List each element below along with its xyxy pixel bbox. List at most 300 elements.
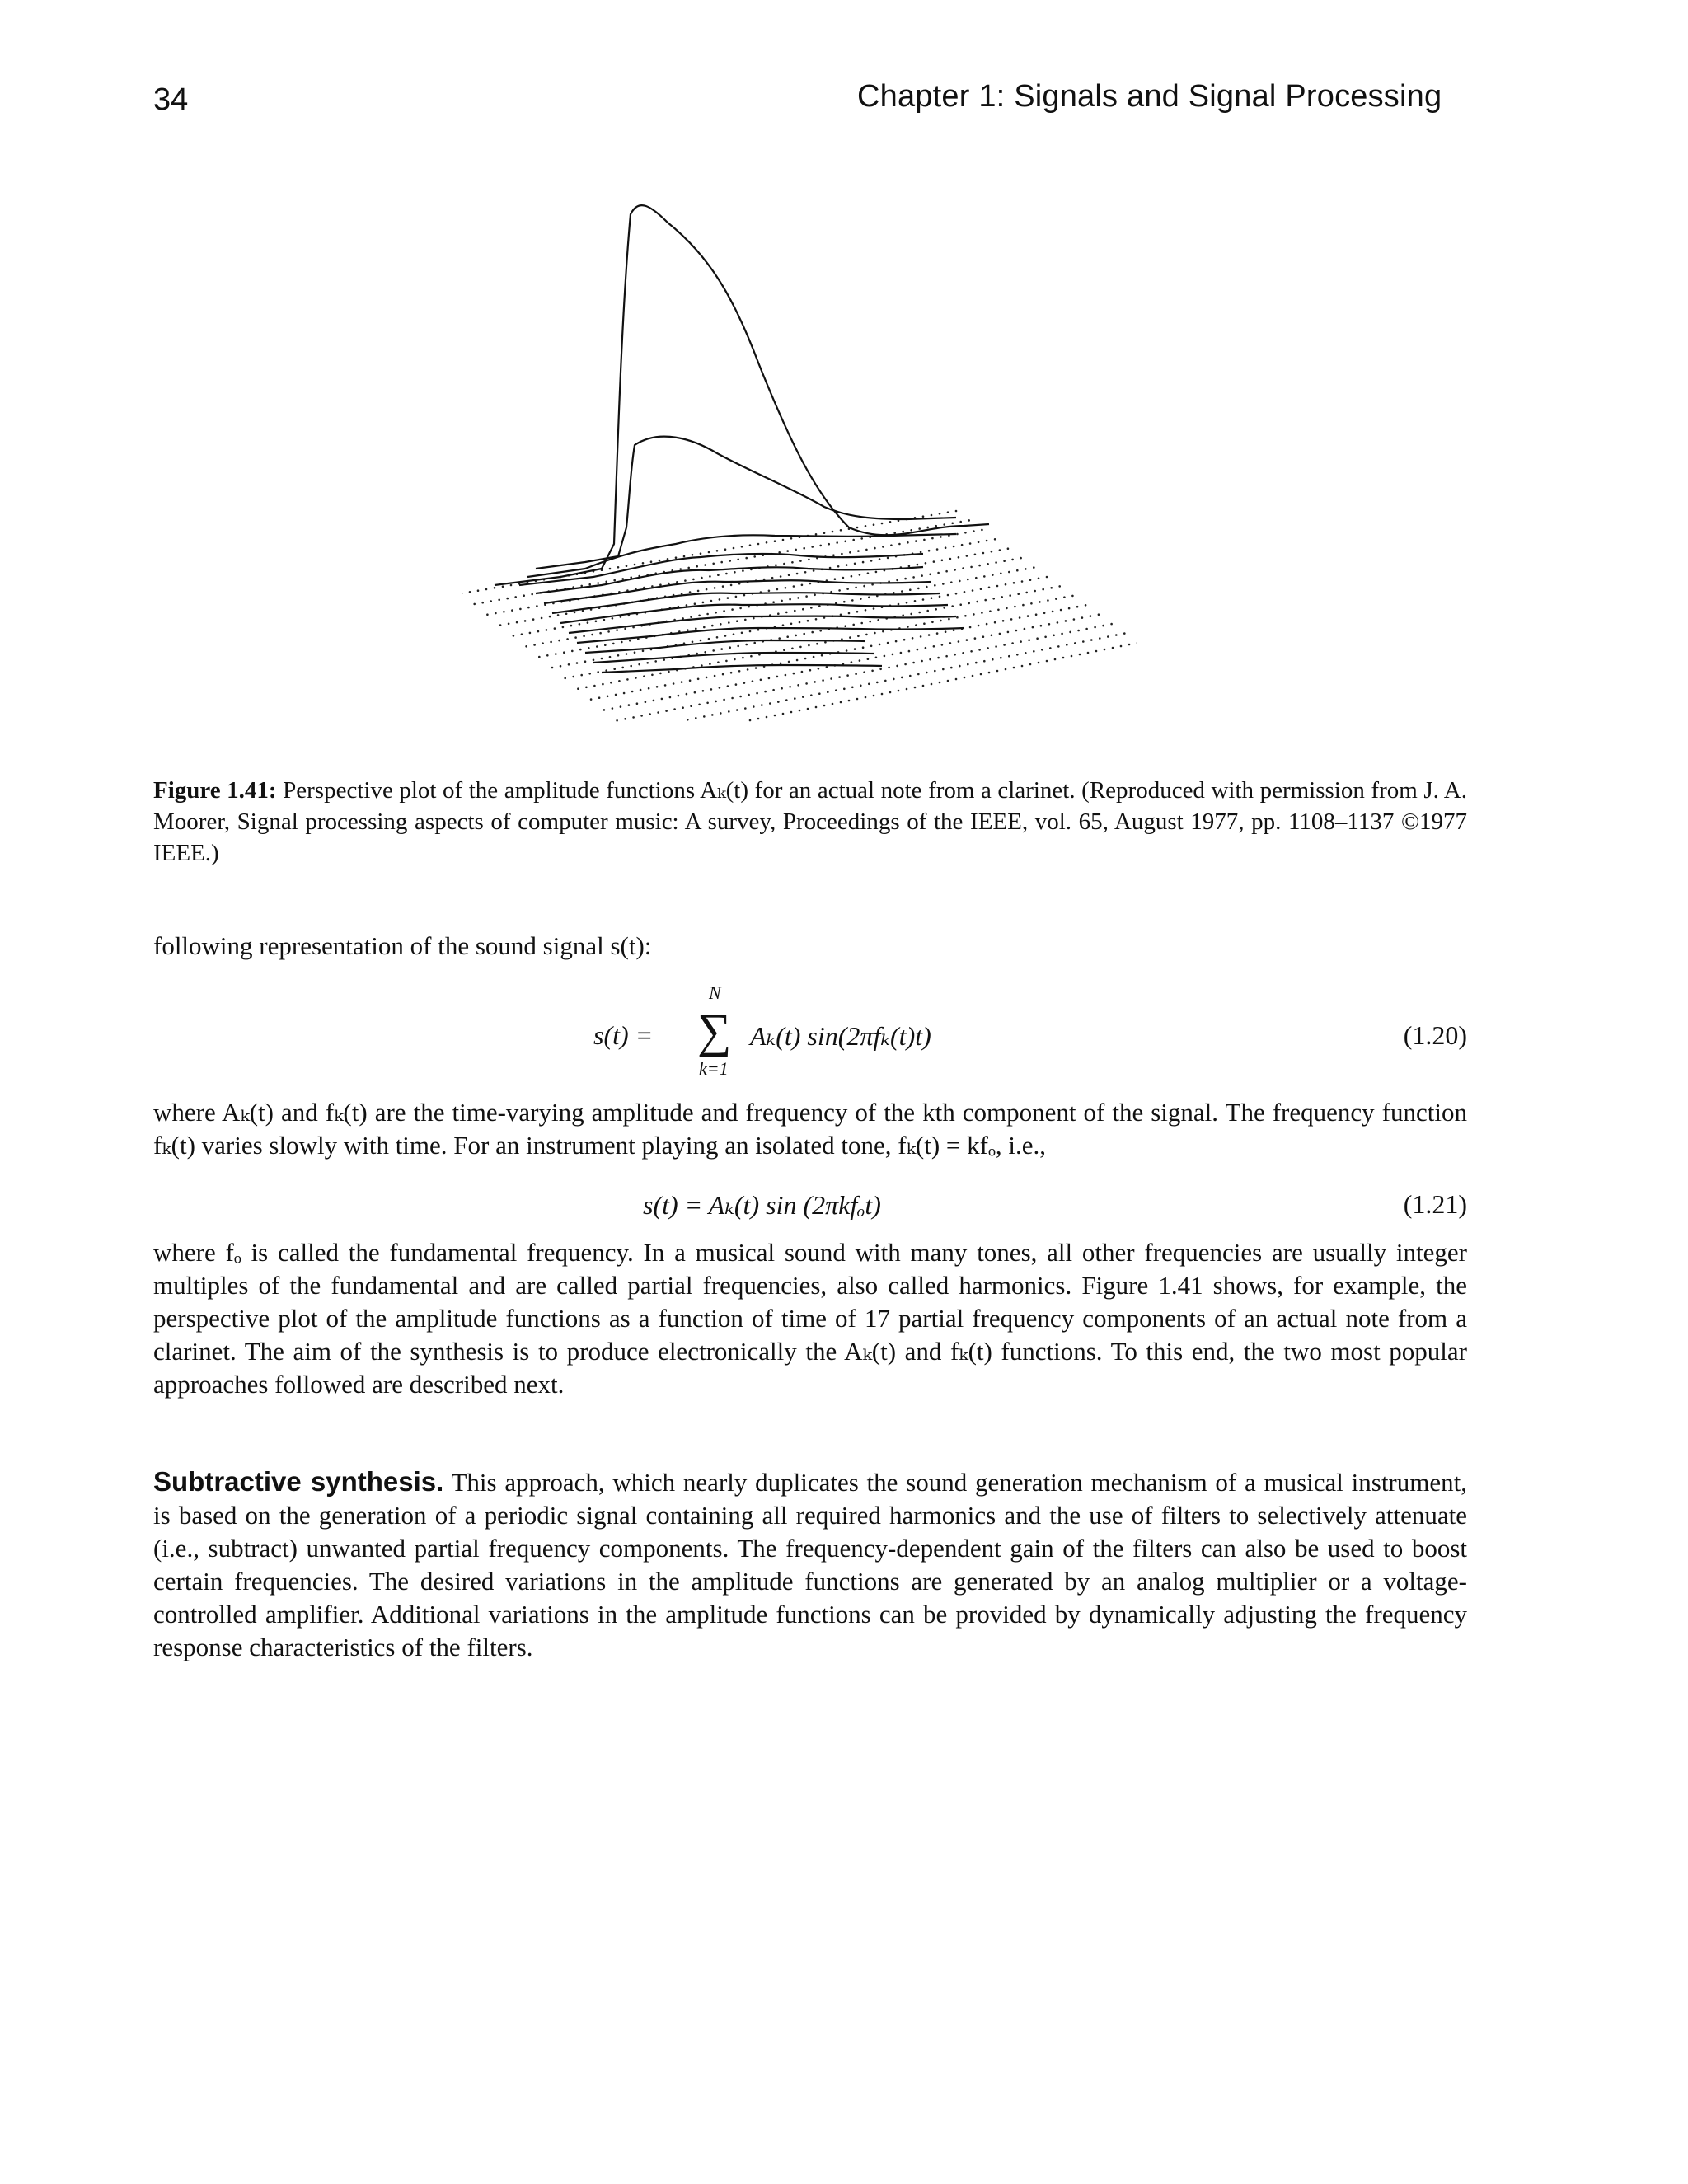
subtractive-synthesis-heading: Subtractive synthesis. xyxy=(153,1466,444,1497)
grid-dot xyxy=(881,523,884,525)
grid-dot xyxy=(676,581,678,583)
grid-dot xyxy=(994,621,996,624)
grid-dot xyxy=(931,621,934,624)
grid-dot xyxy=(598,696,601,699)
grid-dot xyxy=(673,708,676,710)
grid-dot xyxy=(859,574,861,576)
grid-dot xyxy=(715,612,717,614)
grid-dot xyxy=(863,585,865,588)
grid-dot xyxy=(997,609,1000,612)
grid-dot xyxy=(613,668,616,670)
grid-dot xyxy=(700,552,702,555)
grid-dot xyxy=(941,644,944,646)
grid-dot xyxy=(719,687,721,689)
grid-dot xyxy=(506,598,509,600)
grid-dot xyxy=(802,696,804,698)
grid-dot xyxy=(722,673,724,676)
grid-dot xyxy=(549,616,551,618)
grid-dot xyxy=(778,637,781,640)
grid-dot xyxy=(846,564,848,566)
grid-dot xyxy=(717,661,720,663)
grid-dot xyxy=(741,546,743,548)
grid-dot xyxy=(996,585,999,588)
grid-dot xyxy=(554,627,556,630)
grid-dot xyxy=(936,632,939,635)
grid-dot xyxy=(737,559,739,561)
grid-dot xyxy=(709,575,711,578)
grid-dot xyxy=(719,598,721,601)
grid-dot xyxy=(841,553,843,555)
grid-dot xyxy=(601,658,603,660)
grid-dot xyxy=(621,578,624,580)
grid-dot xyxy=(702,602,705,604)
grid-dot xyxy=(654,660,657,663)
grid-dot xyxy=(1055,598,1057,600)
grid-dot xyxy=(736,709,738,711)
grid-dot xyxy=(593,685,596,687)
grid-dot xyxy=(1013,582,1015,584)
grid-dot xyxy=(973,530,975,532)
grid-dot xyxy=(964,532,967,534)
grid-dot xyxy=(942,668,945,671)
grid-dot xyxy=(865,549,868,551)
grid-dot xyxy=(794,610,796,612)
grid-dot xyxy=(651,674,654,677)
grid-dot xyxy=(959,665,961,668)
grid-dot xyxy=(898,603,900,606)
grid-dot xyxy=(996,670,999,673)
grid-dot xyxy=(551,667,554,669)
grid-dot xyxy=(865,634,868,636)
grid-dot xyxy=(1038,662,1040,664)
grid-dot xyxy=(1003,560,1006,562)
grid-dot xyxy=(945,655,948,658)
grid-dot xyxy=(782,624,785,626)
grid-dot xyxy=(669,696,672,699)
grid-dot xyxy=(987,563,989,565)
grid-dot xyxy=(711,625,714,627)
grid-dot xyxy=(934,584,936,587)
grid-dot xyxy=(1035,613,1038,616)
grid-dot xyxy=(950,642,952,644)
grid-dot xyxy=(723,610,725,612)
paragraph-fundamental-frequency: where fₒ is called the fundamental frequency. In a musical sound with many tones, all other frequencies are usually integer multiples of the fundamental and are called partial frequencies, also called harmonics. Figure 1.41 shows, for example, the perspective plot of the amplitude functions as a function of time of 17 partial frequency components of an actual note from a clarinet. The aim of the synthesis is to produce electronically the Aₖ(t) and fₖ(t) functions. To this end, the two most popular approaches followed are described next. xyxy=(153,1238,1467,1399)
grid-dot xyxy=(1024,628,1026,630)
grid-dot xyxy=(596,645,598,648)
grid-dot xyxy=(1046,576,1048,579)
grid-dot xyxy=(870,560,873,562)
grid-dot xyxy=(686,693,688,696)
grid-dot xyxy=(1011,642,1014,644)
grid-dot xyxy=(1073,618,1076,621)
grid-dot xyxy=(931,537,934,540)
grid-dot xyxy=(882,546,884,548)
grid-dot xyxy=(667,558,669,560)
grid-dot xyxy=(1057,621,1059,624)
grid-dot xyxy=(769,702,771,705)
grid-dot xyxy=(958,556,960,559)
harmonic-envelope-9 xyxy=(569,616,956,633)
grid-dot xyxy=(799,560,802,562)
grid-dot xyxy=(1019,616,1021,619)
grid-dot xyxy=(630,665,632,668)
grid-dot xyxy=(955,593,958,595)
grid-dot xyxy=(624,718,626,720)
grid-dot xyxy=(815,618,818,621)
grid-dot xyxy=(753,617,755,620)
grid-dot xyxy=(761,704,763,706)
grid-dot xyxy=(785,587,787,589)
grid-dot xyxy=(683,555,686,558)
grid-dot xyxy=(999,549,1001,551)
grid-dot xyxy=(862,646,865,649)
grid-dot xyxy=(694,691,696,694)
grid-dot xyxy=(790,537,793,540)
grid-dot xyxy=(704,564,706,566)
grid-dot xyxy=(956,533,959,536)
grid-dot xyxy=(873,607,875,610)
grid-dot xyxy=(631,691,634,693)
grid-dot xyxy=(830,677,832,680)
grid-dot xyxy=(992,574,994,576)
grid-dot xyxy=(893,532,896,534)
grid-dot xyxy=(807,620,809,622)
equation-1-21 xyxy=(577,1189,1467,1226)
grid-dot xyxy=(860,537,863,540)
grid-dot xyxy=(992,598,995,600)
grid-dot xyxy=(803,633,805,635)
grid-dot xyxy=(659,560,661,562)
equation-1-21-body: s(t) = Aₖ(t) sin (2πkfₒt) xyxy=(643,1190,881,1220)
grid-dot xyxy=(698,615,701,617)
grid-dot xyxy=(565,612,568,615)
grid-dot xyxy=(532,618,535,621)
grid-dot xyxy=(748,606,750,608)
grid-dot xyxy=(909,675,912,677)
grid-dot xyxy=(868,683,870,686)
grid-dot xyxy=(745,557,748,560)
grid-dot xyxy=(1043,612,1046,615)
grid-dot xyxy=(708,638,710,640)
grid-dot xyxy=(984,599,987,602)
grid-dot xyxy=(546,654,549,657)
grid-dot xyxy=(922,598,925,601)
grid-dot xyxy=(1102,625,1104,627)
grid-dot xyxy=(695,628,697,630)
grid-dot xyxy=(757,629,760,631)
grid-dot xyxy=(859,659,861,662)
grid-dot xyxy=(873,523,875,526)
grid-dot xyxy=(1104,649,1106,651)
grid-dot xyxy=(498,599,500,602)
grid-dot xyxy=(642,650,645,653)
grid-dot xyxy=(663,658,665,661)
grid-dot xyxy=(968,519,970,522)
grid-dot xyxy=(653,700,655,702)
grid-dot xyxy=(974,554,977,556)
grid-dot xyxy=(725,573,728,575)
grid-dot xyxy=(893,678,895,681)
grid-dot xyxy=(727,685,729,687)
grid-dot xyxy=(926,672,928,674)
grid-dot xyxy=(473,603,476,606)
grid-dot xyxy=(636,702,639,705)
grid-dot xyxy=(844,541,846,543)
grid-dot xyxy=(896,665,898,668)
grid-dot xyxy=(972,589,974,592)
grid-dot xyxy=(843,688,846,691)
grid-dot xyxy=(568,663,570,666)
grid-dot xyxy=(860,685,862,687)
grid-dot xyxy=(789,686,791,688)
grid-dot xyxy=(749,544,752,546)
grid-dot xyxy=(702,690,705,692)
grid-dot xyxy=(1015,630,1018,632)
grid-dot xyxy=(1017,593,1020,595)
grid-dot xyxy=(621,641,623,644)
grid-dot xyxy=(935,608,937,611)
grid-dot xyxy=(668,671,670,673)
grid-dot xyxy=(943,523,945,526)
grid-dot xyxy=(645,701,647,704)
grid-dot xyxy=(969,626,972,629)
grid-dot xyxy=(995,645,997,648)
grid-dot xyxy=(626,653,628,655)
grid-dot xyxy=(781,687,783,690)
grid-dot xyxy=(1025,568,1027,570)
grid-dot xyxy=(687,567,690,569)
grid-dot xyxy=(863,671,865,673)
grid-dot xyxy=(968,602,970,605)
grid-dot xyxy=(837,565,840,568)
grid-dot xyxy=(495,612,497,615)
grid-dot xyxy=(744,707,747,710)
grid-dot xyxy=(823,705,826,707)
grid-dot xyxy=(879,668,882,671)
grid-dot xyxy=(1074,642,1076,644)
grid-dot xyxy=(962,567,964,569)
grid-dot xyxy=(815,706,818,709)
grid-dot xyxy=(939,682,941,684)
grid-dot xyxy=(503,611,505,613)
grid-dot xyxy=(542,642,544,644)
subtractive-synthesis-text: This approach, which nearly duplicates the sound generation mechanism of a musical instrument, is based on the generation of a periodic signal containing all required harmonics and the use of filters to selectively attenuate (i.e., subtract) unwanted partial frequency components. The frequency-dependent gain of the filters can also be used to boost certain frequencies. The desired variations in the amplitude functions are generated by an analog multiplier or a voltage-controlled amplifier. Additional variations in the amplitude functions can be provided by dynamically adjusting the frequency response characteristics of the filters. xyxy=(153,1468,1467,1661)
sum-lower-limit: k=1 xyxy=(699,1058,729,1079)
grid-dot xyxy=(884,680,887,682)
grid-dot xyxy=(983,660,986,663)
lead-sentence: following representation of the sound signal s(t): xyxy=(153,931,652,960)
grid-dot xyxy=(1077,630,1080,632)
grid-dot xyxy=(1020,557,1022,560)
grid-dot xyxy=(730,584,733,587)
grid-dot xyxy=(1050,587,1053,589)
grid-dot xyxy=(813,656,815,658)
grid-dot xyxy=(514,596,517,598)
grid-dot xyxy=(920,551,922,554)
grid-dot xyxy=(981,612,983,614)
grid-dot xyxy=(612,643,615,645)
grid-dot xyxy=(579,623,581,626)
grid-dot xyxy=(1066,644,1068,646)
grid-dot xyxy=(735,596,738,598)
grid-dot xyxy=(936,548,939,551)
grid-dot xyxy=(602,683,604,686)
grid-dot xyxy=(995,561,997,564)
grid-dot xyxy=(555,653,557,655)
grid-dot xyxy=(724,635,727,637)
grid-dot xyxy=(753,642,756,644)
grid-dot xyxy=(867,572,870,574)
grid-dot xyxy=(684,579,687,582)
grid-dot xyxy=(519,608,522,611)
grid-dot xyxy=(749,630,752,633)
grid-dot xyxy=(961,544,964,546)
grid-dot xyxy=(854,563,856,565)
grid-dot xyxy=(970,566,973,569)
grid-dot xyxy=(874,632,876,635)
grid-dot xyxy=(743,682,746,684)
grid-dot xyxy=(587,621,589,624)
grid-dot xyxy=(537,630,540,633)
grid-dot xyxy=(895,640,898,643)
grid-dot xyxy=(710,688,713,691)
grid-dot xyxy=(710,600,713,602)
grid-dot xyxy=(900,652,903,654)
grid-dot xyxy=(846,588,849,590)
grid-dot xyxy=(558,640,560,642)
grid-dot xyxy=(562,626,565,629)
grid-dot xyxy=(794,697,796,700)
grid-dot xyxy=(814,594,816,597)
grid-dot xyxy=(557,614,560,616)
grid-dot xyxy=(646,662,649,664)
grid-dot xyxy=(694,602,696,605)
grid-dot xyxy=(827,691,829,693)
grid-dot xyxy=(807,708,809,710)
grid-dot xyxy=(742,569,744,572)
grid-dot xyxy=(860,622,863,625)
harmonic-envelope-8 xyxy=(560,604,948,623)
grid-dot xyxy=(1009,594,1011,597)
grid-dot xyxy=(756,692,758,695)
grid-dot xyxy=(757,718,760,720)
grid-dot xyxy=(643,675,645,677)
grid-dot xyxy=(796,573,799,575)
grid-dot xyxy=(725,660,728,663)
grid-dot xyxy=(887,642,889,644)
grid-dot xyxy=(967,663,969,666)
grid-dot xyxy=(706,588,708,591)
grid-dot xyxy=(818,692,821,695)
grid-dot xyxy=(991,551,993,553)
grid-dot xyxy=(851,599,854,602)
grid-dot xyxy=(1057,645,1060,648)
grid-dot xyxy=(964,677,966,679)
grid-dot xyxy=(906,688,908,691)
grid-dot xyxy=(941,560,944,562)
grid-dot xyxy=(1008,655,1010,658)
grid-dot xyxy=(1058,585,1061,588)
grid-dot xyxy=(852,539,855,541)
grid-dot xyxy=(1029,663,1032,666)
grid-dot xyxy=(513,635,515,637)
grid-dot xyxy=(656,686,659,688)
grid-dot xyxy=(975,577,978,579)
grid-dot xyxy=(988,672,991,674)
grid-dot xyxy=(888,667,890,669)
grid-dot xyxy=(737,645,739,648)
grid-dot xyxy=(912,576,915,579)
grid-dot xyxy=(1082,640,1085,643)
grid-dot xyxy=(955,678,958,681)
grid-dot xyxy=(626,678,629,681)
grid-dot xyxy=(701,577,703,579)
grid-dot xyxy=(875,657,878,659)
grid-dot xyxy=(908,650,911,653)
grid-dot xyxy=(1120,645,1123,648)
grid-dot xyxy=(799,646,802,649)
grid-dot xyxy=(1128,644,1131,646)
grid-dot xyxy=(810,694,813,696)
grid-dot xyxy=(777,701,780,703)
grid-dot xyxy=(612,707,614,710)
grid-dot xyxy=(603,709,606,711)
grid-dot xyxy=(819,630,822,632)
grid-dot xyxy=(783,563,785,565)
grid-dot xyxy=(516,621,518,624)
grid-dot xyxy=(851,687,854,689)
grid-dot xyxy=(917,673,920,676)
grid-dot xyxy=(869,621,871,623)
grid-dot xyxy=(921,660,923,663)
grid-dot xyxy=(524,620,527,622)
grid-dot xyxy=(851,575,853,578)
grid-dot xyxy=(1020,640,1022,643)
grid-dot xyxy=(1021,580,1024,583)
grid-dot xyxy=(494,587,496,589)
grid-dot xyxy=(774,715,776,717)
grid-dot xyxy=(485,588,488,591)
grid-dot xyxy=(1014,606,1016,608)
grid-dot xyxy=(510,584,513,587)
grid-dot xyxy=(1034,590,1036,593)
grid-dot xyxy=(716,636,719,639)
grid-dot xyxy=(856,698,859,701)
grid-dot xyxy=(955,510,958,513)
grid-dot xyxy=(953,630,955,632)
grid-dot xyxy=(1094,626,1096,629)
grid-dot xyxy=(481,602,484,604)
grid-dot xyxy=(1081,616,1084,619)
grid-dot xyxy=(931,514,933,517)
grid-dot xyxy=(815,533,818,536)
grid-dot xyxy=(821,654,823,657)
grid-dot xyxy=(857,550,860,552)
grid-dot xyxy=(980,673,982,676)
grid-dot xyxy=(774,540,776,542)
grid-dot xyxy=(958,640,960,643)
grid-dot xyxy=(626,565,628,567)
grid-dot xyxy=(775,564,777,566)
grid-dot xyxy=(577,687,579,690)
grid-dot xyxy=(835,689,837,691)
grid-dot xyxy=(852,624,855,626)
grid-dot xyxy=(931,683,933,686)
grid-dot xyxy=(854,648,856,650)
grid-dot xyxy=(877,619,879,621)
grid-dot xyxy=(682,617,684,620)
grid-dot xyxy=(1046,660,1048,663)
